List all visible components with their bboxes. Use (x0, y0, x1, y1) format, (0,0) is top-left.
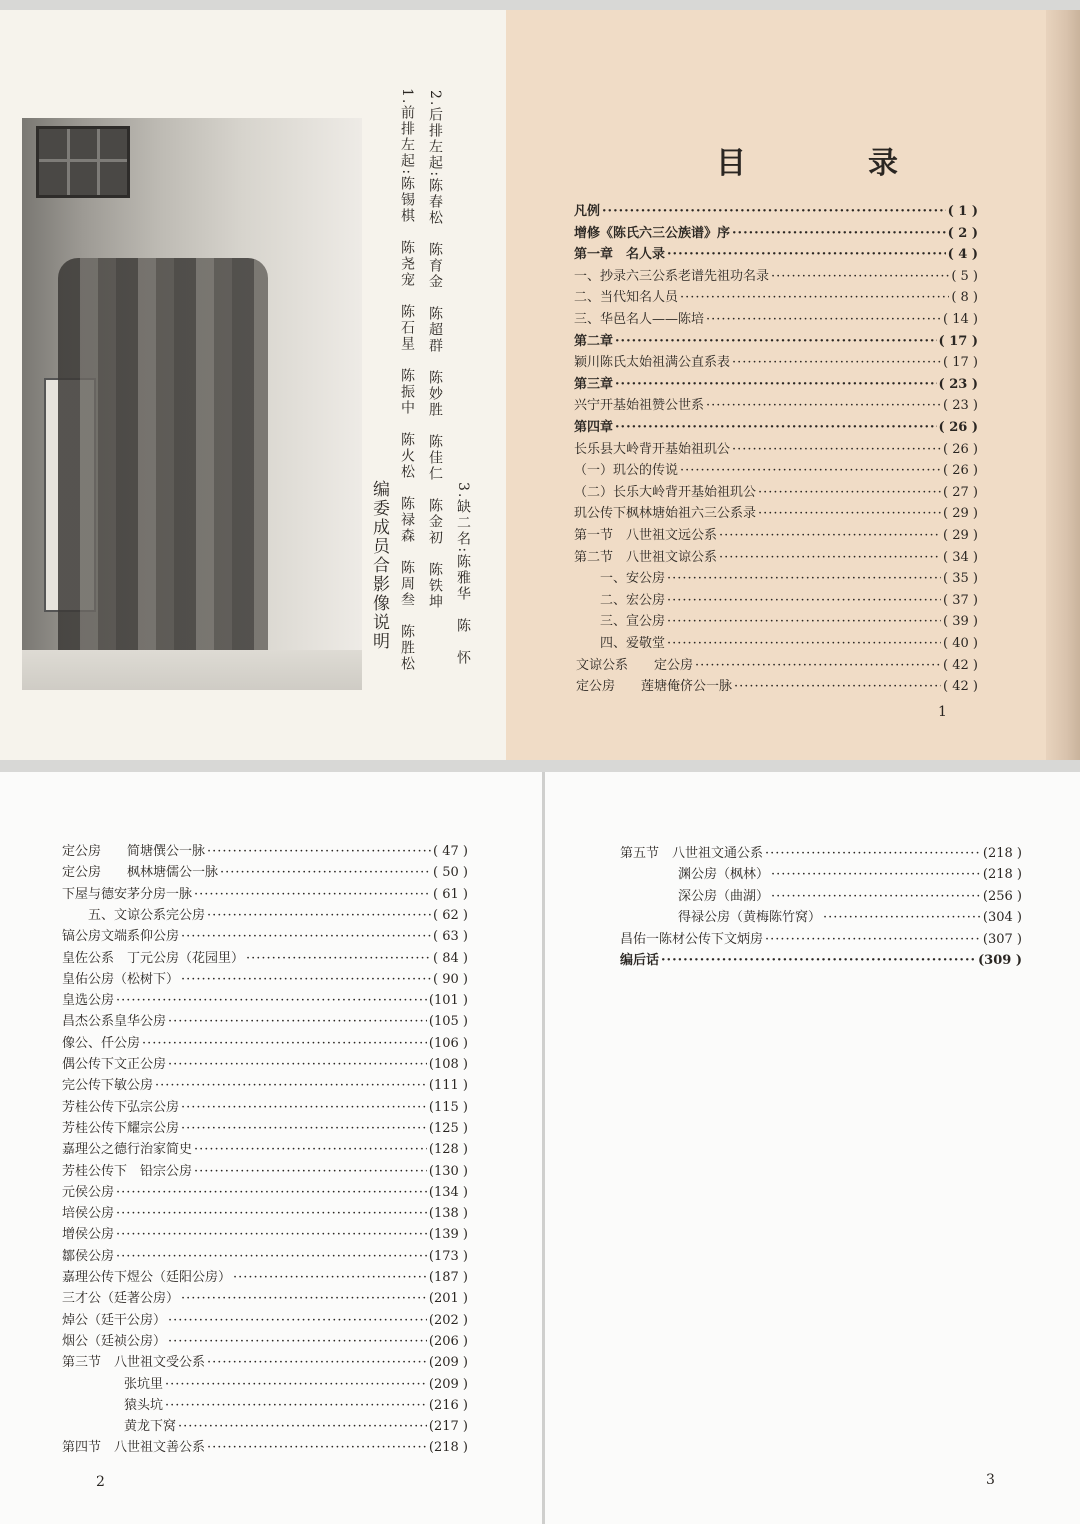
toc-leader-dots (116, 1227, 427, 1242)
toc-entry-page: (217 ) (428, 1419, 468, 1435)
page-number-2: 2 (96, 1474, 105, 1490)
toc-entry (574, 351, 978, 370)
toc-entry-page: (216 ) (428, 1397, 468, 1413)
toc-title: 目 录 (716, 146, 944, 181)
toc-entry-page: (115 ) (428, 1099, 468, 1115)
toc-entry-page: ( 37 ) (943, 592, 978, 608)
toc-entry (678, 885, 1022, 904)
toc-entry-title: 第一章 名人录 (574, 247, 666, 263)
toc-entry-page: ( 47 ) (433, 844, 468, 859)
toc-leader-dots (719, 528, 941, 543)
toc-leader-dots (168, 1014, 427, 1029)
toc-entry-title: 第三章 (574, 376, 614, 392)
toc-entry-page: ( 29 ) (943, 528, 978, 543)
toc-entry-title: 焯公（廷干公房） (62, 1312, 167, 1328)
toc-entry (62, 989, 468, 1008)
toc-entry (574, 438, 978, 457)
toc-entry-title: 三、华邑名人——陈培 (574, 312, 705, 327)
toc-entry-page: ( 39 ) (943, 614, 978, 630)
toc-entry-title: 三才公（廷著公房） (62, 1291, 180, 1307)
toc-entry-title: 昌佑一陈材公传下文炳房 (620, 931, 764, 947)
toc-entry-page: ( 62 ) (433, 907, 468, 923)
toc-entry-page: (134 ) (428, 1184, 468, 1200)
toc-entry-title: 嘉理公之德行治家简史 (62, 1142, 193, 1158)
toc-entry-page: ( 1 ) (947, 204, 978, 219)
toc-entry-page: (309 ) (978, 953, 1022, 968)
toc-entry-page: (201 ) (428, 1291, 468, 1307)
toc-entry-page: ( 29 ) (943, 506, 978, 522)
toc-entry-title: 定公房 莲塘俺侪公一脉 (576, 679, 733, 695)
toc-entry-title: 第三节 八世祖文受公系 (62, 1355, 206, 1371)
toc-leader-dots (181, 972, 431, 987)
toc-leader-dots (680, 290, 949, 305)
toc-entry-page: (209 ) (428, 1355, 468, 1371)
toc-entry (574, 394, 978, 413)
toc-entry-page: ( 14 ) (943, 312, 978, 327)
toc-leader-dots (181, 929, 431, 944)
toc-entry-page: ( 34 ) (943, 549, 978, 565)
toc-entry-title: 偶公传下文正公房 (62, 1057, 167, 1072)
toc-entry (62, 1160, 468, 1179)
toc-leader-dots (207, 1440, 427, 1455)
toc-entry-page: (209 ) (428, 1376, 468, 1392)
toc-entry-page: (108 ) (428, 1057, 468, 1072)
toc-entry-page: (206 ) (428, 1333, 468, 1349)
toc-entry-page: (256 ) (982, 888, 1022, 904)
toc-entry (62, 1117, 468, 1136)
toc-entry (62, 1138, 468, 1157)
toc-entry-title: 二、宏公房 (600, 592, 666, 608)
toc-entry-title: 渊公房（枫林） (678, 867, 770, 883)
toc-entry-title: 玑公传下枫林塘始祖六三公系录 (574, 506, 757, 522)
toc-entry-title: 第五节 八世祖文通公系 (620, 846, 764, 861)
toc-leader-dots (615, 377, 937, 392)
toc-entry-page: (106 ) (428, 1035, 468, 1051)
toc-entry (62, 1010, 468, 1029)
toc-entry (124, 1394, 468, 1413)
toc-entry-page: ( 23 ) (938, 376, 978, 392)
toc-entry (62, 1096, 468, 1115)
toc-entry-title: 第二节 八世祖文谅公系 (574, 549, 718, 565)
toc-leader-dots (116, 1185, 427, 1200)
toc-entry-page: ( 90 ) (433, 971, 468, 987)
toc-leader-dots (680, 463, 941, 478)
toc-entry-title: 一、安公房 (600, 571, 666, 587)
toc-leader-dots (771, 269, 949, 284)
toc-entry (62, 1287, 468, 1306)
toc-entry-title: 嘉理公传下煜公（廷阳公房） (62, 1270, 232, 1285)
toc-leader-dots (194, 1164, 427, 1179)
toc-leader-dots (220, 865, 431, 880)
page-number-3: 3 (986, 1472, 995, 1488)
toc-entry-title: 昌杰公系皇华公房 (62, 1014, 167, 1030)
toc-entry (124, 1415, 468, 1434)
toc-leader-dots (168, 1334, 427, 1349)
toc-leader-dots (706, 312, 941, 327)
toc-entry (620, 949, 1022, 968)
toc-leader-dots (207, 1355, 427, 1370)
toc-entry (678, 906, 1022, 925)
toc-entry-title: 文谅公系 定公房 (576, 657, 694, 673)
toc-leader-dots (181, 1100, 427, 1115)
toc-entry (574, 222, 978, 241)
toc-entry-page: ( 50 ) (433, 865, 468, 881)
toc-entry-title: 五、文谅公系完公房 (88, 907, 206, 923)
toc-entry (574, 502, 978, 521)
toc-entry-title: 一、抄录六三公系老谱先祖功名录 (574, 268, 770, 284)
toc-leader-dots (142, 1036, 427, 1051)
toc-entry (88, 904, 468, 923)
toc-entry-title: 第一节 八世祖文远公系 (574, 528, 718, 543)
toc-entry (62, 861, 468, 880)
toc-entry (600, 610, 978, 629)
toc-entry-title: 第四章 (574, 420, 614, 435)
toc-leader-dots (758, 506, 941, 521)
toc-entry (62, 840, 468, 859)
toc-entry-title: 完公传下敏公房 (62, 1078, 154, 1094)
toc-entry-page: ( 2 ) (947, 225, 978, 241)
toc-entry-page: (202 ) (428, 1312, 468, 1328)
toc-entry-title: 烟公（廷祯公房） (62, 1333, 167, 1349)
toc-leader-dots (116, 1249, 427, 1264)
toc-entry-page: ( 26 ) (938, 420, 978, 435)
toc-leader-dots (732, 226, 946, 241)
toc-entry (574, 546, 978, 565)
toc-entry-title: 颖川陈氏太始祖满公直系表 (574, 355, 731, 371)
toc-entry-title: 黄龙下窝 (124, 1419, 177, 1435)
toc-entry (574, 308, 978, 327)
toc-entry-title: （二）长乐大岭背开基始祖玑公 (574, 484, 757, 500)
toc-entry-title: 四、爱敬堂 (600, 636, 666, 651)
toc-entry-title: 培侯公房 (62, 1206, 115, 1222)
toc-entry-title: 三、宣公房 (600, 614, 666, 630)
toc-entry (574, 286, 978, 305)
toc-leader-dots (615, 420, 937, 435)
toc-entry (574, 481, 978, 500)
toc-entry (62, 1181, 468, 1200)
toc-entry (574, 373, 978, 392)
toc-entry (678, 863, 1022, 882)
toc-leader-dots (181, 1121, 427, 1136)
toc-entry (62, 947, 468, 966)
toc-entry-page: (187 ) (428, 1270, 468, 1285)
toc-entry-page: ( 26 ) (943, 463, 978, 479)
toc-entry-title: 鄒侯公房 (62, 1248, 115, 1264)
toc-leader-dots (732, 442, 941, 457)
toc-entry (574, 330, 978, 349)
toc-entry-title: 芳桂公传下 铅宗公房 (62, 1163, 193, 1179)
toc-entry-page: ( 42 ) (943, 657, 978, 673)
toc-leader-dots (181, 1291, 427, 1306)
toc-entry-title: 第四节 八世祖文善公系 (62, 1440, 206, 1456)
toc-entry (600, 589, 978, 608)
toc-entry-title: 下屋与德安茅分房一脉 (62, 886, 193, 902)
toc-entry-title: 元侯公房 (62, 1184, 115, 1200)
toc-entry (574, 200, 978, 219)
toc-entry-page: ( 17 ) (943, 355, 978, 371)
toc-leader-dots (667, 247, 946, 262)
toc-entry-page: ( 4 ) (947, 247, 978, 263)
toc-leader-dots (732, 355, 941, 370)
toc-entry-title: 皇选公房 (62, 993, 115, 1009)
toc-entry-title: 皇佐公系 丁元公房（花园里） (62, 950, 245, 966)
toc-entry-title: 芳桂公传下弘宗公房 (62, 1099, 180, 1115)
toc-leader-dots (661, 953, 976, 968)
toc-entry-page: (304 ) (982, 910, 1022, 926)
toc-leader-dots (765, 932, 981, 947)
toc-leader-dots (667, 571, 941, 586)
toc-leader-dots (667, 614, 941, 629)
toc-entry (620, 928, 1022, 947)
toc-entry-title: 第二章 (574, 333, 614, 349)
toc-entry (62, 1436, 468, 1455)
toc-entry-title: 张坑里 (124, 1376, 164, 1392)
toc-entry-page: ( 42 ) (943, 679, 978, 695)
toc-entry-title: 编后话 (620, 953, 660, 968)
toc-entry (574, 243, 978, 262)
toc-entry-page: (101 ) (428, 993, 468, 1009)
toc-leader-dots (615, 334, 937, 349)
toc-entry (62, 968, 468, 987)
toc-leader-dots (765, 846, 981, 861)
group-photo (22, 118, 362, 690)
page-number-1: 1 (938, 704, 947, 720)
toc-entry-title: 增侯公房 (62, 1227, 115, 1243)
toc-entry-page: (307 ) (982, 931, 1022, 947)
toc-entry-page: ( 26 ) (943, 441, 978, 457)
toc-entry-title: 像公、仟公房 (62, 1035, 141, 1051)
toc-entry-page: (173 ) (428, 1248, 468, 1264)
toc-entry-page: ( 35 ) (943, 571, 978, 587)
toc-entry (62, 1266, 468, 1285)
toc-leader-dots (207, 844, 431, 859)
photo-floor (22, 650, 362, 690)
toc-entry-page: (218 ) (428, 1440, 468, 1456)
toc-entry (574, 265, 978, 284)
toc-entry (62, 1074, 468, 1093)
toc-leader-dots (116, 993, 427, 1008)
toc-entry-page: (105 ) (428, 1014, 468, 1030)
toc-entry-title: 定公房 简塘僎公一脉 (62, 844, 206, 859)
caption-front-row: 1.前排左起:陈锡棋 陈尧宠 陈石星 陈振中 陈火松 陈禄森 陈周叁 陈胜松 (399, 88, 415, 673)
toc-entry-title: 增修《陈氏六三公族谱》序 (574, 225, 731, 241)
toc-leader-dots (194, 887, 431, 902)
toc-entry-title: 镐公房文端系仰公房 (62, 929, 180, 945)
toc-leader-dots (667, 593, 941, 608)
toc-entry-title: 得禄公房（黄梅陈竹窝） (678, 910, 822, 926)
toc-leader-dots (168, 1057, 427, 1072)
toc-entry (574, 416, 978, 435)
toc-leader-dots (602, 204, 946, 219)
toc-entry (574, 524, 978, 543)
toc-entry-page: (128 ) (428, 1142, 468, 1158)
toc-entry-page: (130 ) (428, 1163, 468, 1179)
toc-leader-dots (771, 867, 981, 882)
toc-entry (62, 1202, 468, 1221)
toc-entry (62, 883, 468, 902)
toc-entry (62, 1309, 468, 1328)
toc-entry-page: ( 84 ) (433, 950, 468, 966)
toc-entry-page: (111 ) (428, 1078, 468, 1094)
toc-entry (62, 1053, 468, 1072)
caption-back-row: 2.后排左起:陈春松 陈育金 陈超群 陈妙胜 陈佳仁 陈金初 陈铁坤 (427, 90, 443, 611)
toc-entry-page: ( 63 ) (433, 929, 468, 945)
toc-entry (620, 842, 1022, 861)
toc-leader-dots (823, 910, 981, 925)
toc-leader-dots (233, 1270, 427, 1285)
toc-entry-page: ( 17 ) (938, 333, 978, 349)
toc-entry (62, 1223, 468, 1242)
toc-entry-page: (139 ) (428, 1227, 468, 1243)
toc-leader-dots (168, 1313, 427, 1328)
toc-entry (62, 1245, 468, 1264)
toc-entry-title: 皇佑公房（松树下） (62, 971, 180, 987)
toc-entry-title: 长乐县大岭背开基始祖玑公 (574, 441, 731, 457)
toc-entry-title: 猿头坑 (124, 1397, 164, 1413)
toc-entry-page: ( 5 ) (951, 268, 978, 284)
toc-leader-dots (165, 1377, 427, 1392)
toc-entry-title: 芳桂公传下耀宗公房 (62, 1120, 180, 1136)
toc-entry-title: 定公房 枫林塘儒公一脉 (62, 865, 219, 881)
caption-title: 编委成员合影像说明 (369, 480, 389, 651)
toc-entry-page: ( 8 ) (951, 290, 978, 306)
toc-leader-dots (695, 658, 941, 673)
toc-entry-title: （一）玑公的传说 (574, 463, 679, 479)
toc-leader-dots (246, 951, 431, 966)
toc-leader-dots (771, 889, 981, 904)
photo-window (36, 126, 130, 198)
toc-leader-dots (207, 908, 431, 923)
toc-leader-dots (719, 550, 941, 565)
toc-entry (600, 632, 978, 651)
toc-leader-dots (178, 1419, 427, 1434)
toc-entry-page: ( 27 ) (943, 484, 978, 500)
toc-leader-dots (667, 636, 941, 651)
toc-entry-title: 凡例 (574, 204, 601, 219)
toc-leader-dots (165, 1398, 427, 1413)
toc-entry (600, 567, 978, 586)
toc-entry (62, 1330, 468, 1349)
toc-entry-page: (138 ) (428, 1206, 468, 1222)
toc-entry-page: ( 40 ) (943, 636, 978, 651)
toc-leader-dots (706, 398, 941, 413)
toc-leader-dots (155, 1078, 427, 1093)
toc-entry (62, 1351, 468, 1370)
toc-entry-page: ( 23 ) (943, 398, 978, 414)
toc-entry-page: (125 ) (428, 1120, 468, 1136)
toc-entry-title: 二、当代知名人员 (574, 290, 679, 306)
toc-leader-dots (734, 679, 941, 694)
toc-entry (124, 1373, 468, 1392)
toc-entry (62, 925, 468, 944)
toc-entry (576, 675, 978, 694)
caption-missing: 3.缺二名:陈雅华 陈 怀 (455, 482, 471, 667)
toc-entry (574, 459, 978, 478)
toc-entry-title: 兴宁开基始祖赞公世系 (574, 398, 705, 414)
toc-entry-page: (218 ) (982, 846, 1022, 861)
toc-entry-title: 深公房（曲湖） (678, 888, 770, 904)
toc-entry-page: (218 ) (982, 867, 1022, 883)
photo-people (58, 258, 268, 678)
toc-entry (576, 654, 978, 673)
toc-entry (62, 1032, 468, 1051)
toc-leader-dots (194, 1142, 427, 1157)
toc-leader-dots (116, 1206, 427, 1221)
binding-gutter (542, 772, 545, 1524)
toc-entry-page: ( 61 ) (433, 886, 468, 902)
toc-leader-dots (758, 485, 941, 500)
